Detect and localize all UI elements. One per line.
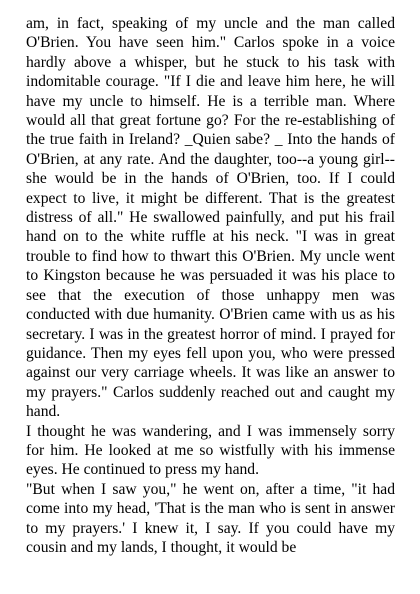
body-paragraph-2: I thought he was wandering, and I was immensely sorry for him. He looked at me so wistfully with his immense eyes. He continued to press my hand. [26, 422, 395, 479]
body-paragraph-3: "But when I saw you," he went on, after a time, "it had come into my head, 'That is the man who is sent in answer to my prayers.' I knew it, I say. If you could have my cousin and my lands, I thought, it would be [26, 480, 395, 556]
body-paragraph-1: am, in fact, speaking of my uncle and the man called O'Brien. You have seen him." Carlos spoke in a voice hardly above a whisper, but he stuck to his task with indomitable courage. "If I die and leave him here, he will have my uncle to himself. He is a terrible man. Where would all that great fortune go? For the re-establishing of the true faith in Ireland? _Quien sabe? _ Into the hands of O'Brien, at any rate. And the daughter, too--a young girl--she would be in the hands of O'Brien, too. If I could expect to live, it might be different. That is the greatest distress of all." He swallowed painfully, and put his frail hand on to the white ruffle at his neck. "I was in great trouble to find how to thwart this O'Brien. My uncle went to Kingston because he was persuaded it was his place to see that the execution of those unhappy men was conducted with due humanity. O'Brien came with us as his secretary. I was in the greatest horror of mind. I prayed for guidance. Then my eyes fell upon you, who were pressed against our very carriage wheels. It was like an answer to my prayers." Carlos suddenly reached out and caught my hand. [26, 15, 395, 421]
